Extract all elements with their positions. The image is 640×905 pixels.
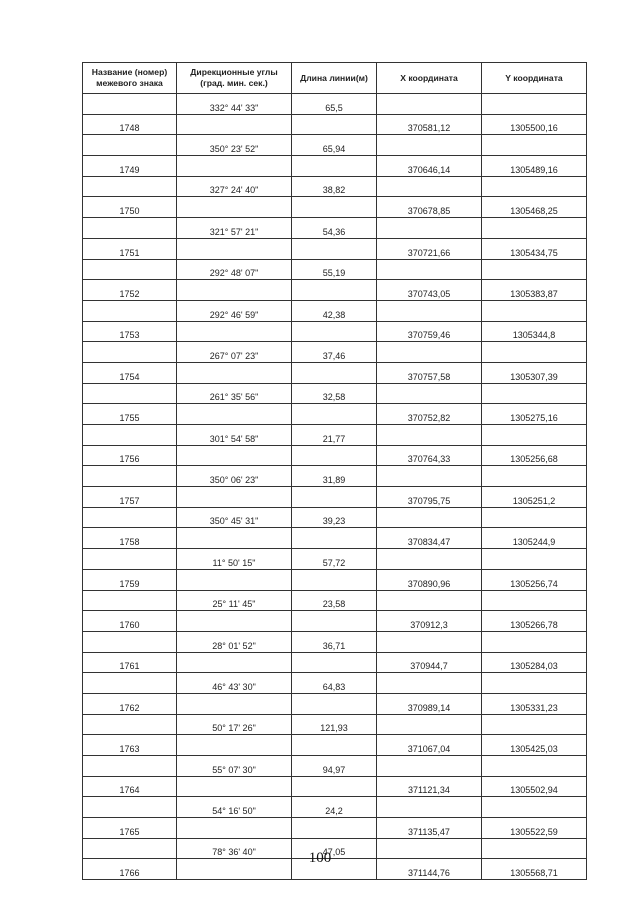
- cell-length: 47,05: [292, 838, 377, 859]
- cell-x: [377, 714, 482, 735]
- cell-y: [482, 135, 587, 156]
- cell-x: [377, 300, 482, 321]
- table-row: [83, 756, 587, 777]
- cell-x: [377, 673, 482, 694]
- boundary-coordinates-table: [82, 62, 587, 880]
- table-row: [83, 549, 587, 570]
- cell-length: [292, 611, 377, 632]
- cell-y: 1305344,8: [482, 321, 587, 342]
- cell-angle: 301° 54' 58": [177, 425, 292, 446]
- cell-angle: [177, 321, 292, 342]
- cell-angle: 327° 24' 40": [177, 176, 292, 197]
- cell-x: 371144,76: [377, 859, 482, 880]
- cell-y: [482, 507, 587, 528]
- cell-x: 370989,14: [377, 693, 482, 714]
- cell-angle: 350° 45' 31": [177, 507, 292, 528]
- cell-name: [83, 756, 177, 777]
- cell-length: [292, 528, 377, 549]
- cell-y: [482, 673, 587, 694]
- cell-name: 1763: [83, 735, 177, 756]
- cell-x: 370721,66: [377, 238, 482, 259]
- cell-y: 1305256,74: [482, 569, 587, 590]
- cell-y: 1305284,03: [482, 652, 587, 673]
- cell-y: 1305244,9: [482, 528, 587, 549]
- cell-y: 1305502,94: [482, 776, 587, 797]
- table-row: [83, 300, 587, 321]
- cell-x: [377, 342, 482, 363]
- cell-name: 1762: [83, 693, 177, 714]
- header-y: Y координата: [482, 63, 587, 94]
- cell-angle: 267° 07' 23": [177, 342, 292, 363]
- cell-y: 1305275,16: [482, 404, 587, 425]
- cell-name: [83, 507, 177, 528]
- cell-x: 370581,12: [377, 114, 482, 135]
- cell-angle: [177, 569, 292, 590]
- cell-name: [83, 218, 177, 239]
- cell-length: [292, 445, 377, 466]
- table-row: [83, 818, 587, 839]
- table-row: [83, 673, 587, 694]
- cell-y: 1305434,75: [482, 238, 587, 259]
- cell-y: [482, 259, 587, 280]
- cell-name: 1749: [83, 156, 177, 177]
- cell-y: [482, 797, 587, 818]
- cell-length: 55,19: [292, 259, 377, 280]
- cell-length: 121,93: [292, 714, 377, 735]
- cell-name: 1758: [83, 528, 177, 549]
- cell-x: 370757,58: [377, 362, 482, 383]
- cell-length: 65,5: [292, 94, 377, 115]
- table-row: [83, 507, 587, 528]
- cell-name: [83, 631, 177, 652]
- cell-angle: [177, 114, 292, 135]
- cell-name: [83, 797, 177, 818]
- cell-y: [482, 176, 587, 197]
- cell-length: [292, 818, 377, 839]
- cell-y: [482, 300, 587, 321]
- cell-name: 1757: [83, 487, 177, 508]
- cell-name: 1761: [83, 652, 177, 673]
- cell-angle: 25° 11' 45": [177, 590, 292, 611]
- table-row: [83, 176, 587, 197]
- cell-name: 1755: [83, 404, 177, 425]
- table-row: [83, 197, 587, 218]
- cell-name: [83, 300, 177, 321]
- table-row: [83, 404, 587, 425]
- cell-name: [83, 590, 177, 611]
- cell-y: 1305522,59: [482, 818, 587, 839]
- cell-angle: [177, 197, 292, 218]
- cell-angle: 292° 48' 07": [177, 259, 292, 280]
- cell-x: [377, 631, 482, 652]
- cell-angle: [177, 362, 292, 383]
- cell-length: [292, 156, 377, 177]
- cell-y: [482, 425, 587, 446]
- cell-name: 1759: [83, 569, 177, 590]
- table-row: [83, 280, 587, 301]
- cell-length: 42,38: [292, 300, 377, 321]
- table-row: [83, 735, 587, 756]
- cell-y: [482, 549, 587, 570]
- header-name: Название (номер) межевого знака: [83, 63, 177, 94]
- cell-x: 370678,85: [377, 197, 482, 218]
- cell-angle: 50° 17' 26": [177, 714, 292, 735]
- cell-name: 1753: [83, 321, 177, 342]
- cell-y: [482, 94, 587, 115]
- cell-name: [83, 176, 177, 197]
- cell-y: 1305425,03: [482, 735, 587, 756]
- cell-length: 32,58: [292, 383, 377, 404]
- cell-x: [377, 549, 482, 570]
- table-row: [83, 528, 587, 549]
- cell-name: [83, 714, 177, 735]
- header-x: X координата: [377, 63, 482, 94]
- cell-name: [83, 342, 177, 363]
- cell-length: 21,77: [292, 425, 377, 446]
- cell-length: [292, 321, 377, 342]
- table-row: [83, 114, 587, 135]
- cell-angle: [177, 404, 292, 425]
- cell-length: 65,94: [292, 135, 377, 156]
- cell-length: [292, 487, 377, 508]
- cell-angle: [177, 611, 292, 632]
- cell-angle: 78° 36' 40": [177, 838, 292, 859]
- table-row: [83, 321, 587, 342]
- table-row: [83, 569, 587, 590]
- cell-length: 39,23: [292, 507, 377, 528]
- cell-name: [83, 383, 177, 404]
- cell-x: [377, 218, 482, 239]
- cell-angle: [177, 528, 292, 549]
- cell-length: 23,58: [292, 590, 377, 611]
- cell-length: [292, 735, 377, 756]
- cell-y: 1305568,71: [482, 859, 587, 880]
- cell-y: 1305331,23: [482, 693, 587, 714]
- cell-length: [292, 362, 377, 383]
- cell-x: [377, 383, 482, 404]
- cell-length: 64,83: [292, 673, 377, 694]
- cell-length: [292, 404, 377, 425]
- cell-x: 370944,7: [377, 652, 482, 673]
- table-row: [83, 652, 587, 673]
- cell-x: [377, 590, 482, 611]
- cell-angle: 261° 35' 56": [177, 383, 292, 404]
- table-row: [83, 156, 587, 177]
- table-row: [83, 714, 587, 735]
- cell-name: 1748: [83, 114, 177, 135]
- cell-y: 1305500,16: [482, 114, 587, 135]
- cell-name: [83, 466, 177, 487]
- cell-angle: [177, 652, 292, 673]
- header-angle: Дирекционные углы (град. мин. сек.): [177, 63, 292, 94]
- cell-name: 1756: [83, 445, 177, 466]
- cell-angle: [177, 445, 292, 466]
- cell-y: [482, 590, 587, 611]
- table-row: [83, 383, 587, 404]
- cell-angle: 350° 23' 52": [177, 135, 292, 156]
- cell-length: [292, 776, 377, 797]
- cell-angle: 350° 06' 23": [177, 466, 292, 487]
- cell-length: 24,2: [292, 797, 377, 818]
- cell-x: 370759,46: [377, 321, 482, 342]
- cell-length: [292, 238, 377, 259]
- cell-name: [83, 259, 177, 280]
- page-number: 100: [308, 850, 332, 866]
- table-row: [83, 466, 587, 487]
- cell-name: [83, 94, 177, 115]
- table-row: [83, 425, 587, 446]
- cell-length: 54,36: [292, 218, 377, 239]
- cell-angle: [177, 818, 292, 839]
- cell-name: [83, 135, 177, 156]
- cell-angle: [177, 487, 292, 508]
- table-row: [83, 693, 587, 714]
- table-row: [83, 238, 587, 259]
- cell-y: 1305256,68: [482, 445, 587, 466]
- cell-length: 38,82: [292, 176, 377, 197]
- cell-name: [83, 673, 177, 694]
- table-row: [83, 611, 587, 632]
- cell-y: 1305383,87: [482, 280, 587, 301]
- cell-y: [482, 714, 587, 735]
- table-row: [83, 259, 587, 280]
- cell-angle: 55° 07' 30": [177, 756, 292, 777]
- cell-angle: 28° 01' 52": [177, 631, 292, 652]
- cell-angle: [177, 238, 292, 259]
- table-row: [83, 631, 587, 652]
- cell-length: [292, 114, 377, 135]
- cell-x: [377, 507, 482, 528]
- cell-x: 370795,75: [377, 487, 482, 508]
- cell-y: 1305307,39: [482, 362, 587, 383]
- table-row: [83, 590, 587, 611]
- cell-x: [377, 756, 482, 777]
- cell-name: 1751: [83, 238, 177, 259]
- cell-x: 370752,82: [377, 404, 482, 425]
- cell-y: 1305251,2: [482, 487, 587, 508]
- cell-angle: [177, 280, 292, 301]
- table-row: [83, 797, 587, 818]
- cell-x: [377, 797, 482, 818]
- cell-angle: 332° 44' 33": [177, 94, 292, 115]
- cell-y: [482, 466, 587, 487]
- table-row: [83, 94, 587, 115]
- cell-length: [292, 693, 377, 714]
- cell-x: [377, 135, 482, 156]
- table-row: [83, 487, 587, 508]
- table-header-row: [83, 63, 587, 94]
- cell-x: 370764,33: [377, 445, 482, 466]
- cell-x: [377, 176, 482, 197]
- cell-name: 1754: [83, 362, 177, 383]
- cell-length: 31,89: [292, 466, 377, 487]
- cell-length: 37,46: [292, 342, 377, 363]
- table-row: [83, 362, 587, 383]
- cell-x: [377, 425, 482, 446]
- cell-x: 370890,96: [377, 569, 482, 590]
- cell-x: 371135,47: [377, 818, 482, 839]
- cell-name: 1760: [83, 611, 177, 632]
- cell-name: 1752: [83, 280, 177, 301]
- cell-x: [377, 466, 482, 487]
- cell-x: 370912,3: [377, 611, 482, 632]
- cell-angle: 11° 50' 15": [177, 549, 292, 570]
- cell-length: 36,71: [292, 631, 377, 652]
- cell-x: 371067,04: [377, 735, 482, 756]
- cell-name: 1766: [83, 859, 177, 880]
- cell-y: 1305266,78: [482, 611, 587, 632]
- cell-y: [482, 218, 587, 239]
- cell-length: [292, 197, 377, 218]
- table-row: [83, 776, 587, 797]
- cell-x: 371121,34: [377, 776, 482, 797]
- cell-angle: 46° 43' 30": [177, 673, 292, 694]
- cell-length: [292, 569, 377, 590]
- cell-y: 1305468,25: [482, 197, 587, 218]
- cell-length: 57,72: [292, 549, 377, 570]
- cell-x: 370743,05: [377, 280, 482, 301]
- cell-y: [482, 383, 587, 404]
- table-row: [83, 135, 587, 156]
- cell-x: [377, 259, 482, 280]
- cell-name: [83, 425, 177, 446]
- cell-name: 1765: [83, 818, 177, 839]
- cell-y: [482, 756, 587, 777]
- cell-x: 370646,14: [377, 156, 482, 177]
- table-row: [83, 445, 587, 466]
- cell-angle: [177, 693, 292, 714]
- table-row: [83, 342, 587, 363]
- cell-length: 94,97: [292, 756, 377, 777]
- cell-angle: [177, 735, 292, 756]
- cell-y: [482, 342, 587, 363]
- cell-angle: [177, 156, 292, 177]
- cell-angle: 292° 46' 59": [177, 300, 292, 321]
- cell-name: 1750: [83, 197, 177, 218]
- cell-angle: 321° 57' 21": [177, 218, 292, 239]
- cell-name: [83, 549, 177, 570]
- cell-length: [292, 280, 377, 301]
- cell-name: 1764: [83, 776, 177, 797]
- cell-angle: [177, 776, 292, 797]
- table-row: [83, 218, 587, 239]
- cell-x: 370834,47: [377, 528, 482, 549]
- header-length: Длина линии(м): [292, 63, 377, 94]
- cell-length: [292, 652, 377, 673]
- cell-angle: 54° 16' 50": [177, 797, 292, 818]
- cell-y: [482, 631, 587, 652]
- cell-x: [377, 94, 482, 115]
- cell-y: 1305489,16: [482, 156, 587, 177]
- table-body: [83, 94, 587, 880]
